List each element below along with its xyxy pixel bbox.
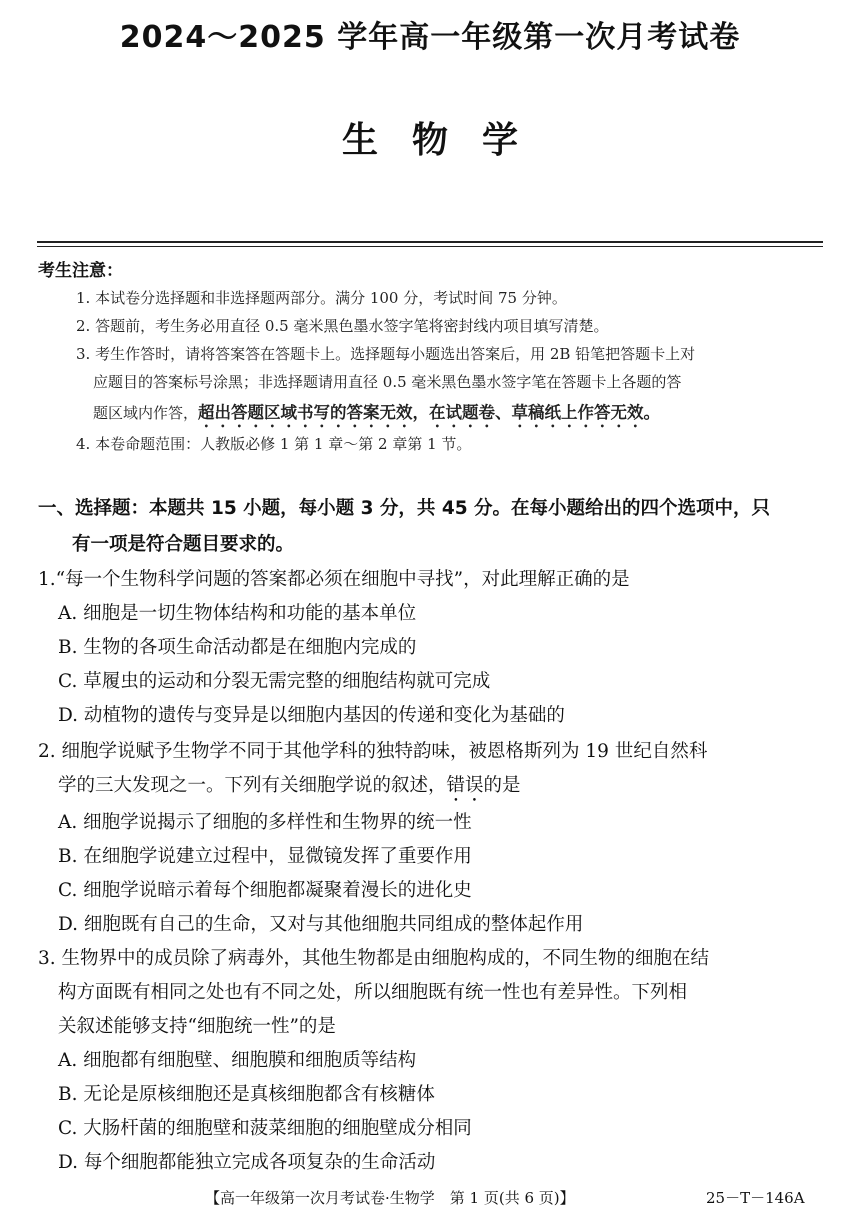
question-stem-continuation: 构方面既有相同之处也有不同之处，所以细胞既有统一性也有差异性。下列相 <box>58 982 688 1003</box>
notice-item: 3. 考生作答时，请将答案答在答题卡上。选择题每小题选出答案后，用 2B 铅笔把答题卡上对 <box>76 345 696 363</box>
question-option: D. 每个细胞都能独立完成各项复杂的生命活动 <box>58 1152 436 1173</box>
notice-item-continuation: 应题目的答案标号涂黑；非选择题请用直径 0.5 毫米黑色墨水签字笔在答题卡上各题的答 <box>93 373 682 391</box>
notice-emphasis: 超出答题区域书写的答案无效，在试题卷、草稿纸上作答无效。 <box>198 403 661 422</box>
question-option: D. 动植物的遗传与变异是以细胞内基因的传递和变化为基础的 <box>58 705 565 726</box>
question-stem: 1.“每一个生物科学问题的答案都必须在细胞中寻找”，对此理解正确的是 <box>38 569 630 590</box>
question-stem-continuation <box>58 771 521 806</box>
question-option: C. 大肠杆菌的细胞壁和菠菜细胞的细胞壁成分相同 <box>58 1118 472 1139</box>
notice-heading: 考生注意： <box>38 261 123 281</box>
notice-item-continuation <box>93 399 660 431</box>
paper-code: 25－T－146A <box>706 1189 805 1207</box>
question-option: B. 生物的各项生命活动都是在细胞内完成的 <box>58 637 417 658</box>
notice-item: 4. 本卷命题范围：人教版必修 1 第 1 章～第 2 章第 1 节。 <box>76 435 472 453</box>
question-stem: 2. 细胞学说赋予生物学不同于其他学科的独特韵味，被恩格斯列为 19 世纪自然科 <box>38 741 708 762</box>
question-option: B. 在细胞学说建立过程中，显微镜发挥了重要作用 <box>58 846 472 867</box>
question-option: B. 无论是原核细胞还是真核细胞都含有核糖体 <box>58 1084 435 1105</box>
question-option: A. 细胞都有细胞壁、细胞膜和细胞质等结构 <box>58 1050 417 1071</box>
header-rule-thick <box>37 241 823 243</box>
question-option: A. 细胞学说揭示了细胞的多样性和生物界的统一性 <box>58 812 472 833</box>
notice-item-text: 题区域内作答， <box>93 404 199 422</box>
exam-title: 2024～2025 学年高一年级第一次月考试卷 <box>119 20 741 55</box>
question-stem-continuation: 关叙述能够支持“细胞统一性”的是 <box>58 1016 336 1037</box>
question-emphasis: 错误 <box>446 775 484 796</box>
subject-title: 生物学 <box>341 120 552 161</box>
notice-item: 1. 本试卷分选择题和非选择题两部分。满分 100 分，考试时间 75 分钟。 <box>76 289 567 307</box>
question-option: C. 草履虫的运动和分裂无需完整的细胞结构就可完成 <box>58 671 491 692</box>
question-stem-text: 学的三大发现之一。下列有关细胞学说的叙述， <box>58 775 447 796</box>
question-option: C. 细胞学说暗示着每个细胞都凝聚着漫长的进化史 <box>58 880 472 901</box>
question-option: D. 细胞既有自己的生命，又对与其他细胞共同组成的整体起作用 <box>58 914 584 935</box>
page-footer: 【高一年级第一次月考试卷·生物学 第 1 页(共 6 页)】 <box>205 1189 575 1207</box>
notice-item: 2. 答题前，考生务必用直径 0.5 毫米黑色墨水签字笔将密封线内项目填写清楚。 <box>76 317 609 335</box>
section-heading: 一、选择题：本题共 15 小题，每小题 3 分，共 45 分。在每小题给出的四个选项中，只 <box>38 498 771 519</box>
question-stem-tail: 的是 <box>483 775 521 796</box>
question-stem: 3. 生物界中的成员除了病毒外，其他生物都是由细胞构成的，不同生物的细胞在结 <box>38 948 710 969</box>
question-option: A. 细胞是一切生物体结构和功能的基本单位 <box>58 603 417 624</box>
section-heading-continuation: 有一项是符合题目要求的。 <box>72 534 295 555</box>
header-rule-thin <box>37 246 823 247</box>
